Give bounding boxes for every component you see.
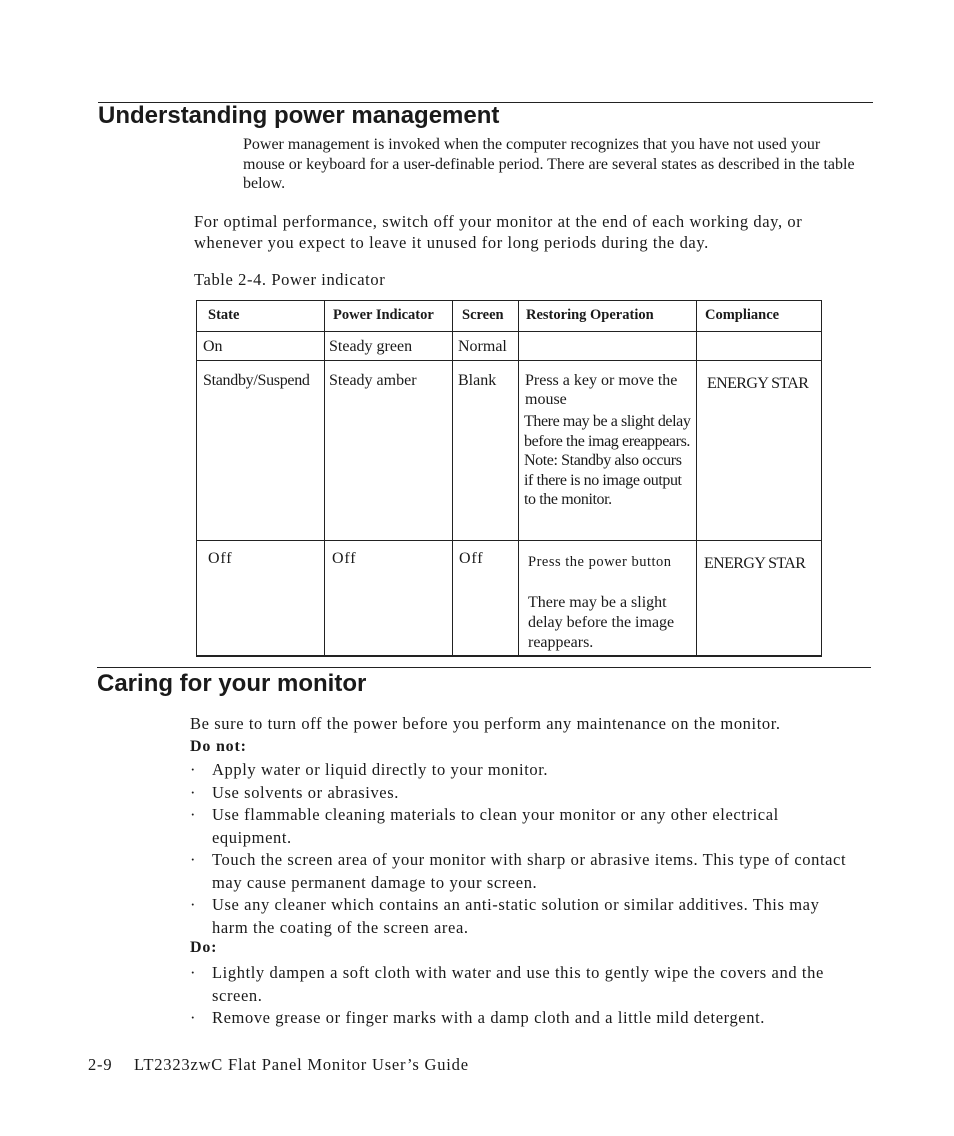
guide-title: LT2323zwC Flat Panel Monitor User’s Guide — [134, 1055, 469, 1074]
cell-state: Standby/Suspend — [203, 372, 310, 389]
cell-indicator: Steady green — [329, 338, 413, 355]
power-intro-paragraph: Power management is invoked when the computer recognizes that you have not used your mouse or keyboard for a user-definable period. There are several states as described in the table below. — [243, 136, 855, 192]
header-compliance: Compliance — [697, 301, 822, 332]
cell-restore-note: There may be a slight delay before the image reappears. — [528, 593, 675, 651]
cell-screen: Normal — [458, 338, 507, 355]
cell-indicator: Steady amber — [329, 372, 417, 389]
header-state: State — [197, 301, 325, 332]
section-title-power: Understanding power management — [98, 102, 500, 129]
cell-restore: Press the power button — [528, 554, 672, 570]
cell-restore-note: There may be a slight delay before the imag ereappears. Note: Standby also occurs if there is no image output to the monitor. — [524, 413, 691, 508]
caring-intro: Be sure to turn off the power before you perform any maintenance on the monitor. — [190, 714, 781, 733]
section-title-caring: Caring for your monitor — [97, 670, 367, 697]
cell-screen: Blank — [458, 372, 497, 389]
cell-compliance: ENERGY STAR — [707, 375, 809, 392]
table-row — [197, 361, 822, 541]
cell-state: On — [203, 338, 223, 355]
do-not-label: Do not: — [190, 738, 247, 755]
cell-restore: Press a key or move the mouse — [525, 372, 678, 408]
table-caption: Table 2-4. Power indicator — [194, 270, 386, 289]
header-screen: Screen — [453, 301, 519, 332]
page-number: 2-9 — [88, 1055, 113, 1074]
table-row — [197, 541, 822, 656]
table-row — [197, 332, 822, 361]
header-power-indicator: Power Indicator — [325, 301, 453, 332]
do-label: Do: — [190, 939, 218, 956]
cell-indicator: Off — [332, 550, 357, 567]
cell-state: Off — [208, 550, 233, 567]
section-rule-caring — [97, 667, 871, 668]
cell-screen: Off — [459, 550, 484, 567]
optimal-performance-paragraph: For optimal performance, switch off your monitor at the end of each working day, or whenever you expect to leave it unused for long periods during the day. — [194, 212, 803, 252]
cell-compliance: ENERGY STAR — [704, 555, 806, 572]
power-indicator-table — [196, 300, 822, 657]
header-restoring-operation: Restoring Operation — [519, 301, 697, 332]
